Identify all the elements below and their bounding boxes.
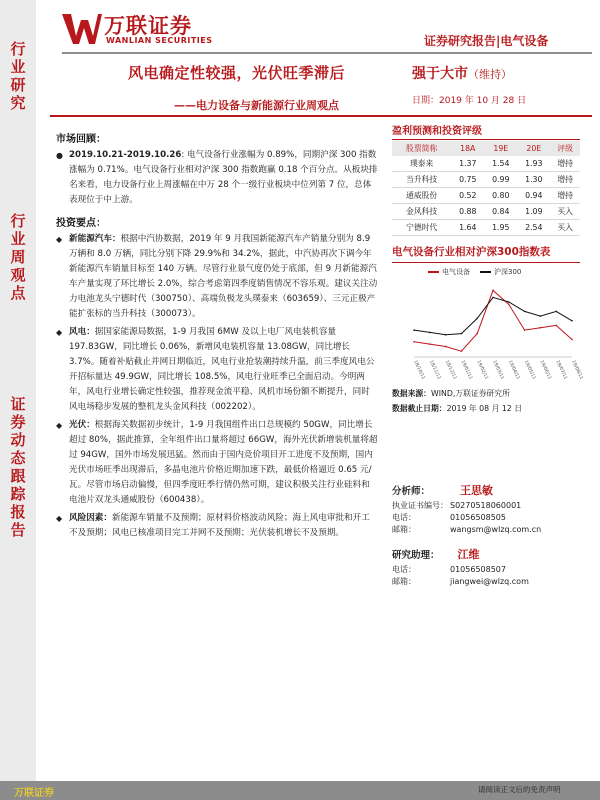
- logo-english-name: WANLIAN SECURITIES: [106, 36, 213, 45]
- key-point-text: 新能源车销量不及预期；原材料价格波动风险；海上风电审批和开工不及预期；风电已核准项目完工并网不及预期；光伏装机增长不及预期。: [69, 513, 370, 538]
- x-tick-label: 19/08/11: [570, 359, 584, 381]
- key-point-item: [56, 418, 378, 508]
- main-content: [56, 130, 378, 544]
- sidebar-label-weekly-view: 行业周观点: [10, 212, 26, 302]
- table-header-cell: 19E: [484, 141, 517, 156]
- legend-label: 沪深300: [494, 268, 522, 276]
- rating-note: （维持）: [468, 68, 512, 81]
- report-subtitle: ——电力设备与新能源行业周观点: [174, 99, 339, 112]
- series-1-point: [445, 334, 447, 336]
- company-logo-icon: [62, 12, 102, 46]
- x-tick-label: 18/12/11: [443, 359, 458, 381]
- forecast-table: [392, 141, 580, 236]
- series-0-point: [476, 333, 478, 335]
- series-1-point: [555, 311, 557, 313]
- market-review-title: 市场回顾：: [56, 134, 106, 145]
- table-header-cell: 18A: [451, 141, 484, 156]
- key-point-text: 据国家能源局数据，1-9 月我国 6MW 及以上电厂风电装机容量 197.83GW，同比增长 0.06%，新增风电装机容量 13.08GW，同比增长 3.7%。随着补贴截止并网日期临近，风电行业抢装潮持续升温，前三季度风电公开招标量达 49.9GW，同比增长 108.5%，风电行业旺季已全面启动。今明两年，风电行业增长确定性较强，推荐现金流平稳、风机市场份额不断提升，同时风电场稳步发展的整机龙头金风科技（002202）。: [69, 327, 375, 412]
- title-divider: [50, 115, 592, 117]
- table-cell: 0.94: [517, 188, 550, 204]
- bullet-diamond-icon: ◆: [56, 235, 63, 244]
- table-header-cell: 股票简称: [392, 141, 451, 156]
- series-0-point: [555, 325, 557, 327]
- series-1-point: [508, 301, 510, 303]
- bullet-diamond-icon: ◆: [56, 421, 63, 430]
- chart-title: 电气设备行业相对沪深300指数表: [392, 246, 551, 258]
- table-cell: 买入: [550, 220, 580, 236]
- data-date-value: 2019 年 08 月 12 日: [446, 404, 523, 413]
- source-value: WIND,万联证券研究所: [430, 389, 510, 398]
- forecast-title: 盈利预测和投资评级: [392, 122, 580, 140]
- series-0-point: [461, 350, 463, 352]
- series-0-point: [524, 329, 526, 331]
- series-0-point: [508, 304, 510, 306]
- report-type: 证券研究报告|电气设备: [424, 34, 549, 48]
- series-1-point: [461, 333, 463, 335]
- key-point-label: 风险因素：: [69, 513, 112, 523]
- table-cell: 1.54: [484, 156, 517, 172]
- table-cell: 1.30: [517, 172, 550, 188]
- legend-swatch-0: [428, 271, 439, 273]
- series-1-point: [524, 311, 526, 313]
- key-point-text: 根据中汽协数据，2019 年 9 月我国新能源汽车产销量分别为 8.9 万辆和 8.0 万辆，同比分别下降 29.9%和 34.2%，据此，中汽协再次下调今年新能源汽车销量目标至 140 万辆。尽管行业景气度仍处于底部，但 9 月新能源汽车产量实现了环比增长 2.0%，综合考虑第四季度销售情况不容乐观。建议关注动力电池龙头宁德时代（300750）、高端负极龙头璞泰来（603659）、三元正极产能扩张标的当升科技（300073）。: [69, 234, 378, 319]
- series-1-point: [492, 297, 494, 299]
- sidebar-label-dynamic-report: 证券动态跟踪报告: [10, 395, 26, 539]
- table-cell: 0.84: [484, 204, 517, 220]
- table-row: [392, 188, 580, 204]
- bullet-dot-icon: ●: [56, 151, 63, 160]
- table-cell: 1.37: [451, 156, 484, 172]
- report-date: 日期：2019 年 10 月 28 日: [412, 96, 527, 106]
- report-title: 风电确定性较强，光伏旺季滞后: [128, 64, 346, 82]
- table-cell: 0.80: [484, 188, 517, 204]
- series-0-point: [571, 339, 573, 341]
- series-0-point: [540, 327, 542, 329]
- analyst-field: 执业证书编号： S0270518060001: [392, 501, 522, 510]
- series-1-point: [476, 318, 478, 320]
- analyst-role: 分析师：: [392, 486, 431, 497]
- key-point-item: [56, 511, 378, 541]
- analyst-name: 王思敏: [460, 484, 494, 497]
- legend-item: [480, 267, 521, 277]
- series-1-point: [429, 332, 431, 334]
- table-cell: 0.75: [451, 172, 484, 188]
- table-cell: 璞泰来: [392, 156, 451, 172]
- table-cell: 1.09: [517, 204, 550, 220]
- key-point-label: 新能源汽车：: [69, 234, 121, 244]
- table-cell: 金风科技: [392, 204, 451, 220]
- x-tick-label: 18/11/11: [427, 359, 442, 381]
- legend-label: 电气设备: [442, 268, 470, 276]
- table-cell: 买入: [550, 204, 580, 220]
- x-tick-label: 19/07/11: [554, 359, 568, 381]
- source-label: 数据来源：: [392, 389, 431, 398]
- analyst-info: [392, 482, 582, 588]
- industry-rating: [412, 63, 512, 83]
- assistant-role: 研究助理：: [392, 550, 440, 561]
- bullet-diamond-icon: ◆: [56, 328, 63, 337]
- assistant-field: 电话： 01056508507: [392, 565, 506, 574]
- table-header-row: [392, 141, 580, 156]
- analyst-email-link[interactable]: wangsm@wlzq.com.cn: [450, 525, 542, 534]
- x-tick-label: 19/03/11: [491, 359, 505, 381]
- series-line-0: [414, 290, 572, 351]
- chart-plot: [392, 263, 584, 385]
- table-row: [392, 156, 580, 172]
- chart-legend: [428, 267, 531, 277]
- right-column: [392, 122, 584, 414]
- table-cell: 通威股份: [392, 188, 451, 204]
- table-cell: 1.93: [517, 156, 550, 172]
- table-cell: 增持: [550, 156, 580, 172]
- sidebar-label-industry-research: 行业研究: [10, 40, 26, 112]
- chart-data-date: [392, 403, 580, 414]
- key-point-item: [56, 232, 378, 322]
- table-row: [392, 172, 580, 188]
- table-cell: 0.99: [484, 172, 517, 188]
- disclaimer-note: 请阅读正文后的免责声明: [478, 785, 561, 794]
- review-period: 2019.10.21-2019.10.26: [69, 150, 182, 160]
- x-tick-label: 18/10/11: [412, 359, 426, 381]
- header-divider: [62, 52, 592, 54]
- analyst-field: 电话： 01056508505: [392, 513, 506, 522]
- chart-source: [392, 388, 580, 399]
- table-cell: 增持: [550, 188, 580, 204]
- key-points-title: 投资要点：: [56, 218, 106, 229]
- assistant-name: 江维: [457, 548, 480, 561]
- table-cell: 0.88: [451, 204, 484, 220]
- table-cell: 2.54: [517, 220, 550, 236]
- series-1-point: [413, 329, 415, 331]
- analyst-field: 邮箱： wangsm@wlzq.com.cn: [392, 525, 542, 534]
- bullet-diamond-icon: ◆: [56, 514, 63, 523]
- key-point-item: [56, 325, 378, 415]
- assistant-field: 邮箱： jiangwei@wlzq.com: [392, 577, 529, 586]
- key-point-label: 光伏：: [69, 420, 95, 430]
- rating-main: 强于大市: [412, 66, 468, 82]
- table-row: [392, 220, 580, 236]
- data-date-label: 数据截止日期：: [392, 404, 447, 413]
- logo-chinese-name: 万联证券: [104, 14, 192, 38]
- x-tick-label: 19/06/11: [538, 359, 552, 381]
- series-1-point: [571, 320, 573, 322]
- series-0-point: [492, 290, 494, 292]
- x-tick-label: 19/02/11: [475, 359, 489, 381]
- review-text: : 电气设备行业涨幅为 0.89%，同期沪深 300 指数涨幅为 0.71%。电气设备行业相对沪深 300 指数跑赢 0.18 个百分点。从板块排名来看，电力设备行业上周涨幅在中万 28 个一级行业板块中位列第 7 位，总体表现位于中上游。: [69, 150, 378, 205]
- table-cell: 宁德时代: [392, 220, 451, 236]
- table-row: [392, 204, 580, 220]
- footer-brand: 万联证券: [14, 788, 54, 799]
- table-cell: 增持: [550, 172, 580, 188]
- x-tick-label: 19/01/11: [459, 359, 473, 381]
- series-line-1: [414, 297, 572, 334]
- legend-swatch-1: [480, 271, 491, 273]
- x-tick-label: 19/05/11: [522, 359, 537, 381]
- table-cell: 1.95: [484, 220, 517, 236]
- table-header-cell: 评级: [550, 141, 580, 156]
- series-0-point: [429, 343, 431, 345]
- series-0-point: [413, 341, 415, 343]
- legend-item: [428, 267, 470, 277]
- analyst-header: [392, 482, 582, 498]
- assistant-email-link[interactable]: jiangwei@wlzq.com: [450, 577, 529, 586]
- table-cell: 1.64: [451, 220, 484, 236]
- table-cell: 当升科技: [392, 172, 451, 188]
- table-header-cell: 20E: [517, 141, 550, 156]
- relative-index-chart: [392, 262, 584, 384]
- key-point-label: 风电：: [69, 327, 95, 337]
- key-point-text: 根据海关数据初步统计，1-9 月我国组件出口总规模约 50GW，同比增长超过 80%，据此推算，全年组件出口量将超过 66GW，海外光伏新增装机量将超过 94GW，国外市场发展迅猛。然而由于国内竞价项目开工进度不及预期，国内光伏市场旺季出现滞后，多晶电池片价格近期加速下跌，最低价格逼近 0.65 元/瓦。尽管市场启动偏慢，但四季度旺季行情仍然可期，建议积极关注行业硅料和电池片双龙头通威股份（600438）。: [69, 420, 378, 505]
- market-review-item: [56, 148, 378, 208]
- x-tick-label: 19/04/11: [506, 359, 521, 381]
- table-cell: 0.52: [451, 188, 484, 204]
- series-0-point: [445, 346, 447, 348]
- series-1-point: [540, 315, 542, 317]
- assistant-header: [392, 546, 582, 562]
